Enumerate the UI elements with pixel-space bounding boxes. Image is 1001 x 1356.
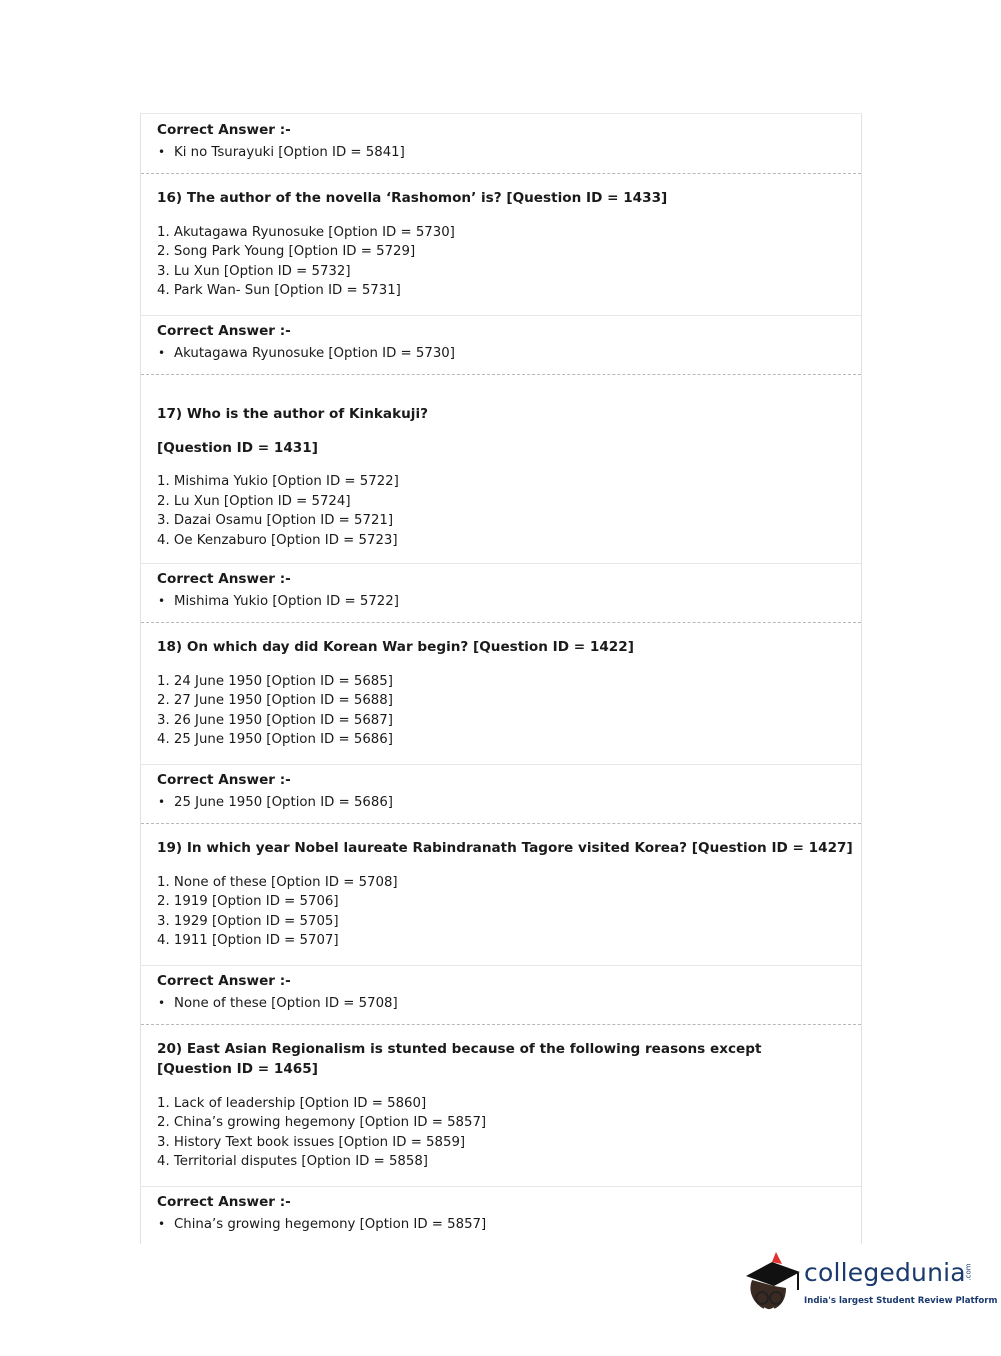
answer-block-16 xyxy=(141,315,861,375)
option-item: 4. Park Wan- Sun [Option ID = 5731] xyxy=(157,283,401,298)
option-item: 3. Lu Xun [Option ID = 5732] xyxy=(157,264,351,279)
option-item: 3. Dazai Osamu [Option ID = 5721] xyxy=(157,513,394,528)
option-item: 3. History Text book issues [Option ID = 5859] xyxy=(157,1135,466,1150)
answer-label: Correct Answer :- xyxy=(157,122,291,138)
question-id: [Question ID = 1431] xyxy=(157,440,318,456)
collegedunia-logo[interactable] xyxy=(742,1250,998,1320)
answer-label: Correct Answer :- xyxy=(157,1194,291,1210)
question-paper xyxy=(140,113,862,1244)
bullet-icon: • xyxy=(158,1217,166,1231)
answer-block-15 xyxy=(141,114,861,174)
question-block-17 xyxy=(141,374,861,564)
question-block-18 xyxy=(141,622,861,765)
question-text: 17) Who is the author of Kinkakuji? xyxy=(157,406,429,422)
bullet-icon: • xyxy=(158,145,166,159)
option-item: 1. Mishima Yukio [Option ID = 5722] xyxy=(157,474,399,489)
answer-block-17 xyxy=(141,563,861,623)
option-item: 2. 27 June 1950 [Option ID = 5688] xyxy=(157,693,393,708)
question-text: 16) The author of the novella ‘Rashomon’ is? [Question ID = 1433] xyxy=(157,190,668,206)
answer-block-20 xyxy=(141,1186,861,1245)
answer-text: China’s growing hegemony [Option ID = 5857] xyxy=(174,1217,487,1232)
logo-suffix: .com xyxy=(964,1263,973,1281)
mascot-icon xyxy=(742,1250,802,1318)
answer-text: Mishima Yukio [Option ID = 5722] xyxy=(174,594,399,609)
question-text: 19) In which year Nobel laureate Rabindranath Tagore visited Korea? [Question ID = 1427] xyxy=(157,840,853,856)
option-item: 2. 1919 [Option ID = 5706] xyxy=(157,894,339,909)
option-item: 2. Song Park Young [Option ID = 5729] xyxy=(157,244,416,259)
answer-text: Akutagawa Ryunosuke [Option ID = 5730] xyxy=(174,346,455,361)
answer-text: 25 June 1950 [Option ID = 5686] xyxy=(174,795,393,810)
question-text: 18) On which day did Korean War begin? [Question ID = 1422] xyxy=(157,639,634,655)
bullet-icon: • xyxy=(158,795,166,809)
question-block-20 xyxy=(141,1024,861,1187)
answer-label: Correct Answer :- xyxy=(157,772,291,788)
option-item: 4. 1911 [Option ID = 5707] xyxy=(157,933,339,948)
answer-block-19 xyxy=(141,965,861,1025)
option-item: 1. Akutagawa Ryunosuke [Option ID = 5730] xyxy=(157,225,455,240)
answer-text: None of these [Option ID = 5708] xyxy=(174,996,398,1011)
option-item: 3. 1929 [Option ID = 5705] xyxy=(157,914,339,929)
option-item: 1. Lack of leadership [Option ID = 5860] xyxy=(157,1096,427,1111)
answer-block-18 xyxy=(141,764,861,824)
logo-name: collegedunia xyxy=(804,1258,966,1287)
question-block-16 xyxy=(141,173,861,316)
option-item: 2. China’s growing hegemony [Option ID = 5857] xyxy=(157,1115,487,1130)
option-item: 4. Territorial disputes [Option ID = 5858] xyxy=(157,1154,428,1169)
bullet-icon: • xyxy=(158,346,166,360)
option-item: 1. None of these [Option ID = 5708] xyxy=(157,875,398,890)
answer-text: Ki no Tsurayuki [Option ID = 5841] xyxy=(174,145,405,160)
option-item: 4. 25 June 1950 [Option ID = 5686] xyxy=(157,732,393,747)
answer-label: Correct Answer :- xyxy=(157,973,291,989)
answer-label: Correct Answer :- xyxy=(157,323,291,339)
bullet-icon: • xyxy=(158,996,166,1010)
answer-label: Correct Answer :- xyxy=(157,571,291,587)
option-item: 4. Oe Kenzaburo [Option ID = 5723] xyxy=(157,533,398,548)
option-item: 2. Lu Xun [Option ID = 5724] xyxy=(157,494,351,509)
option-item: 1. 24 June 1950 [Option ID = 5685] xyxy=(157,674,393,689)
question-block-19 xyxy=(141,823,861,966)
bullet-icon: • xyxy=(158,594,166,608)
option-item: 3. 26 June 1950 [Option ID = 5687] xyxy=(157,713,393,728)
question-text: 20) East Asian Regionalism is stunted because of the following reasons except [Question ID = 1465] xyxy=(157,1041,762,1077)
logo-tagline: India's largest Student Review Platform xyxy=(804,1296,998,1306)
